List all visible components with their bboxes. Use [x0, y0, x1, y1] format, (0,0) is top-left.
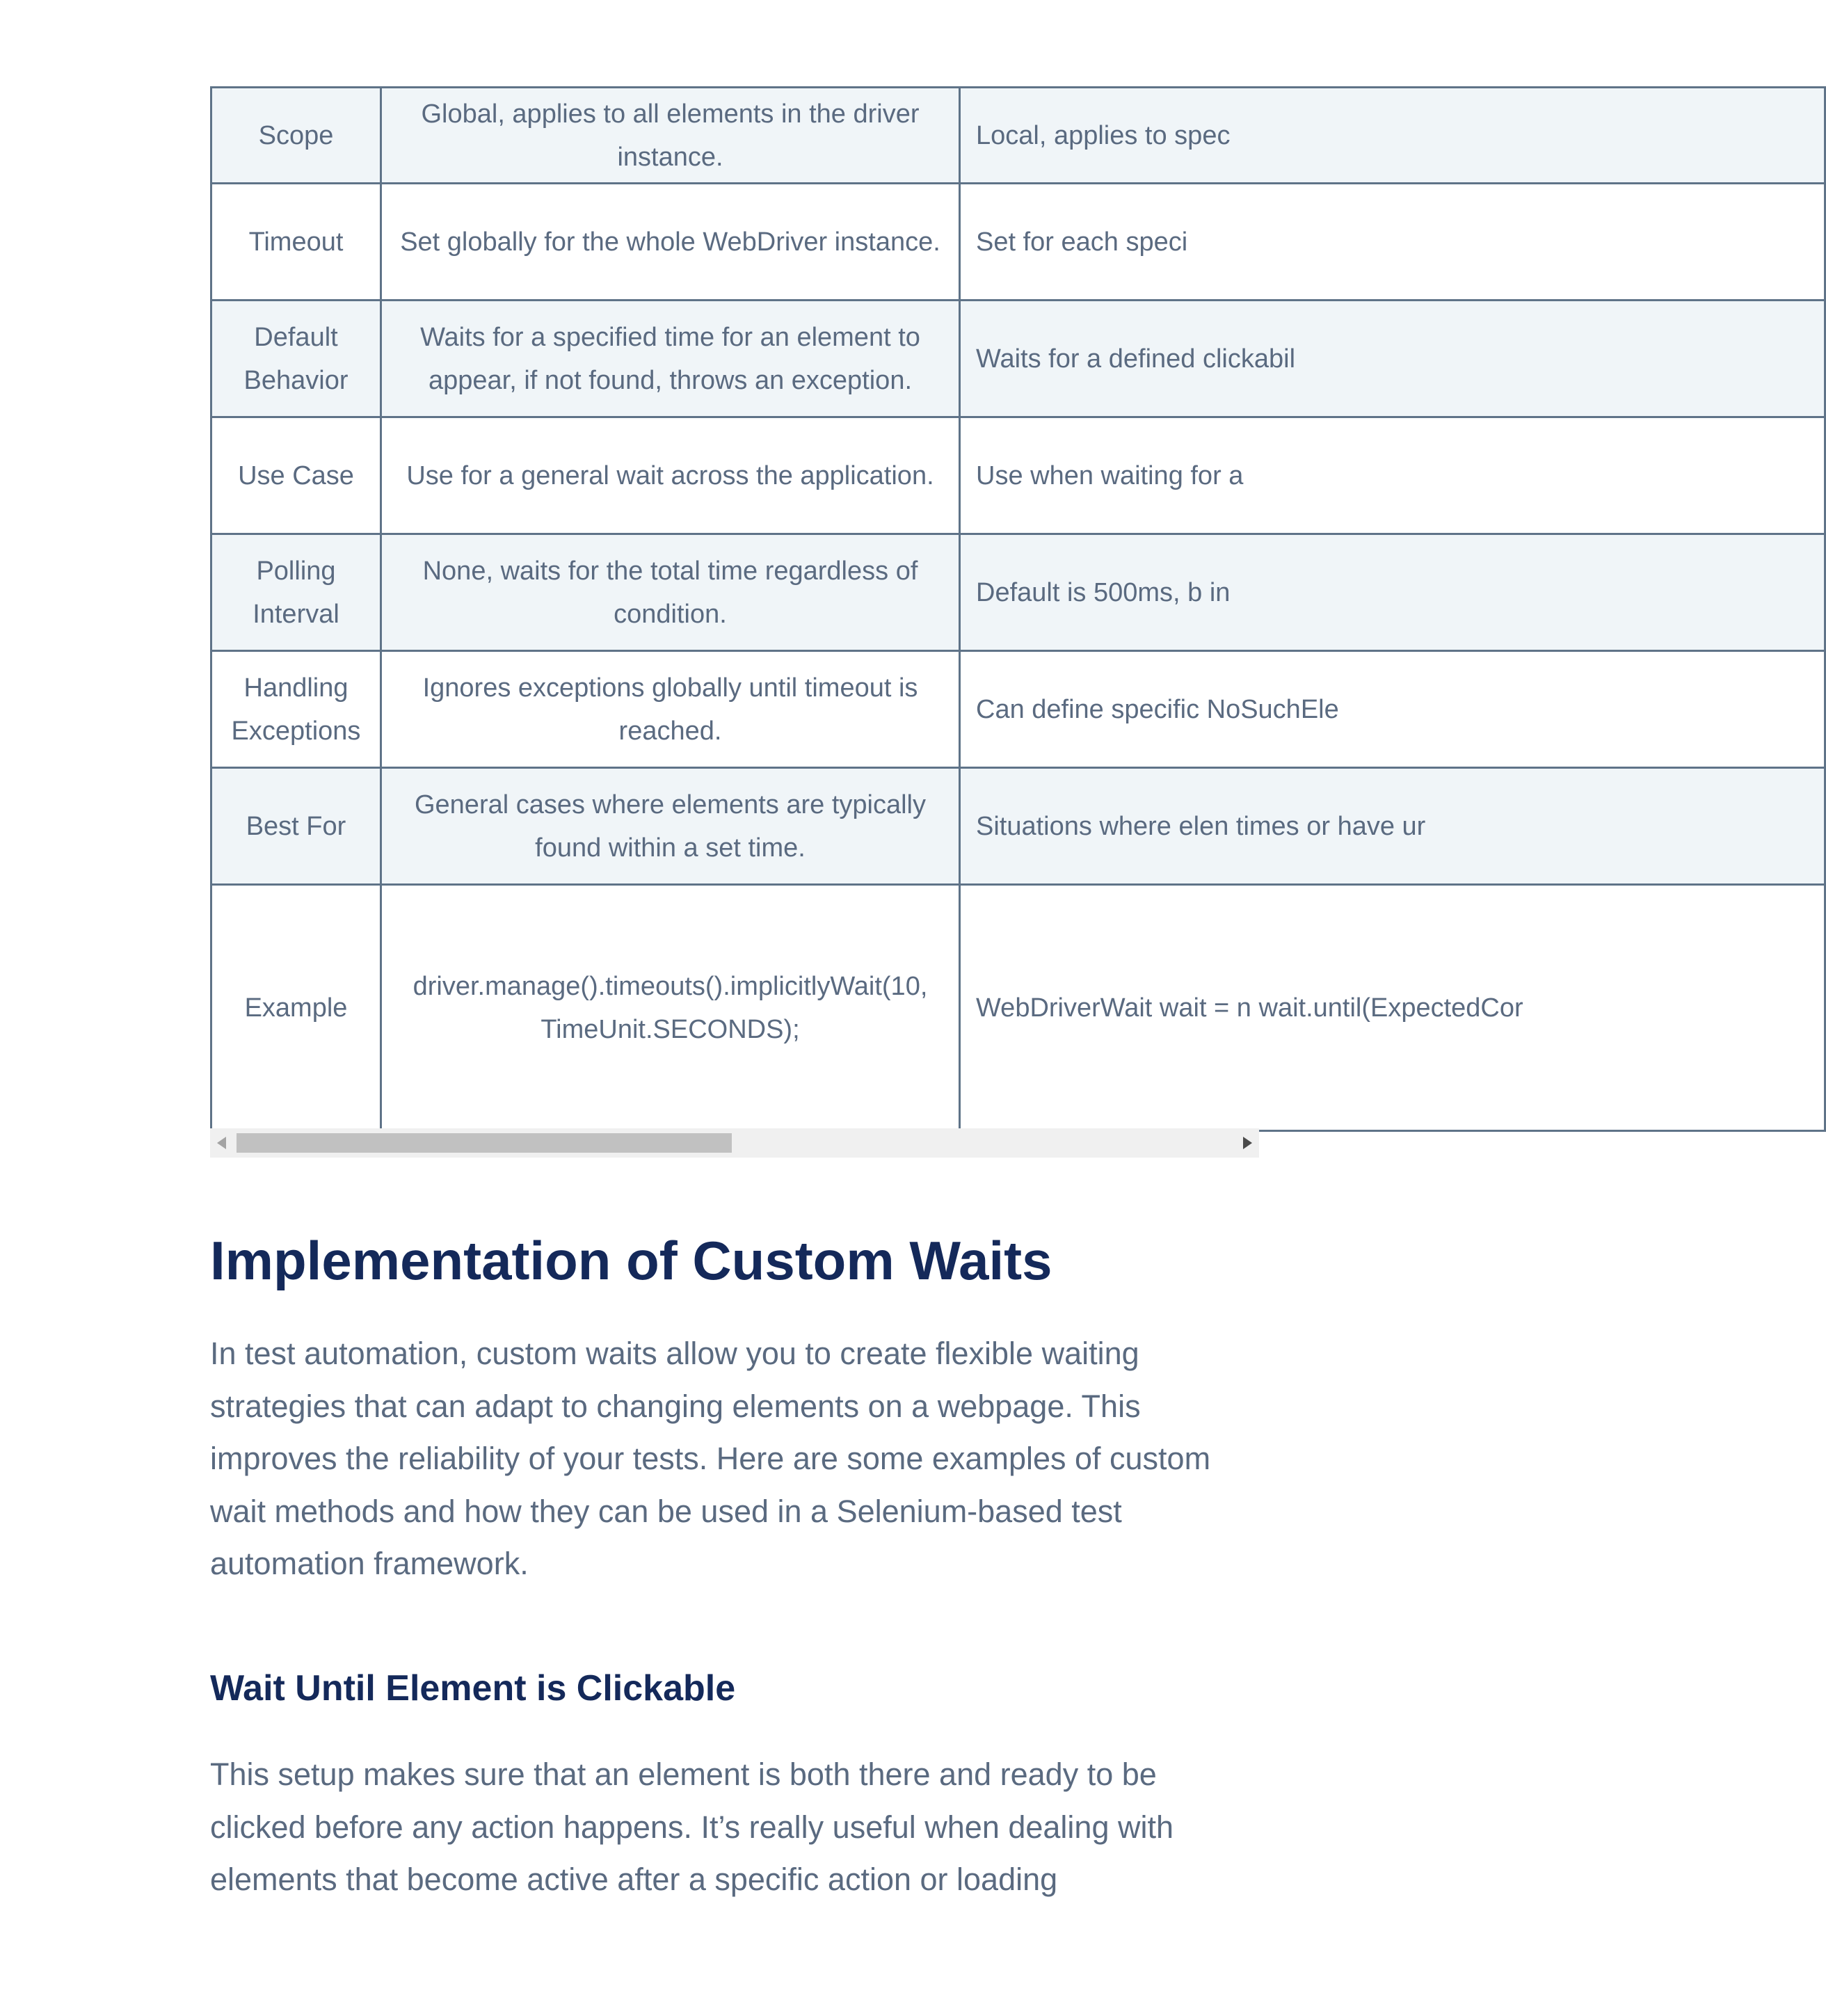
scroll-left-arrow-icon[interactable]	[217, 1137, 226, 1149]
feature-cell: Use Case	[211, 417, 381, 534]
implicit-wait-cell: General cases where elements are typically found within a set time.	[381, 768, 960, 885]
explicit-wait-cell: Situations where elen times or have ur	[960, 768, 1825, 885]
implicit-wait-cell: Waits for a specified time for an element to appear, if not found, throws an exception.	[381, 301, 960, 417]
table-row	[211, 88, 1825, 184]
implicit-wait-cell: Set globally for the whole WebDriver instance.	[381, 184, 960, 301]
implicit-wait-cell: Use for a general wait across the application.	[381, 417, 960, 534]
subsection-paragraph: This setup makes sure that an element is both there and ready to be clicked before any action happens. It’s really useful when dealing with elements that become active after a specific action or loading	[210, 1757, 1174, 1897]
table-row	[211, 768, 1825, 885]
implicit-wait-cell: None, waits for the total time regardless of condition.	[381, 534, 960, 651]
explicit-wait-cell: Can define specific NoSuchEle	[960, 651, 1825, 768]
waits-comparison-table	[210, 86, 1826, 1132]
explicit-wait-cell: Local, applies to spec	[960, 88, 1825, 184]
implicit-wait-code-cell: driver.manage().timeouts().implicitlyWait(10, TimeUnit.SECONDS);	[381, 885, 960, 1131]
explicit-wait-cell: Waits for a defined clickabil	[960, 301, 1825, 417]
feature-cell: Default Behavior	[211, 301, 381, 417]
horizontal-scrollbar[interactable]	[210, 1128, 1259, 1158]
feature-cell: Timeout	[211, 184, 381, 301]
explicit-wait-cell: Use when waiting for a	[960, 417, 1825, 534]
implicit-wait-cell: Global, applies to all elements in the driver instance.	[381, 88, 960, 184]
comparison-table-container	[210, 86, 1523, 1158]
table-row	[211, 184, 1825, 301]
feature-cell: Best For	[211, 768, 381, 885]
section-intro-paragraph: In test automation, custom waits allow you to create flexible waiting strategies that can adapt to changing elements on a webpage. This improves the reliability of your tests. Here are some examples of custom wait methods and how they can be used in a Selenium-based test automation framework.	[210, 1336, 1211, 1581]
table-row	[211, 534, 1825, 651]
feature-cell: Scope	[211, 88, 381, 184]
section-heading: Implementation of Custom Waits	[210, 1230, 1052, 1291]
table-row	[211, 301, 1825, 417]
explicit-wait-code-cell: WebDriverWait wait = n wait.until(ExpectedCor	[960, 885, 1825, 1131]
subsection-heading: Wait Until Element is Clickable	[210, 1668, 736, 1709]
feature-cell: Example	[211, 885, 381, 1131]
scroll-right-arrow-icon[interactable]	[1243, 1137, 1252, 1149]
table-scroll-viewport[interactable]	[210, 86, 1523, 1128]
explicit-wait-cell: Default is 500ms, b in	[960, 534, 1825, 651]
scrollbar-thumb[interactable]	[237, 1133, 732, 1153]
table-row	[211, 651, 1825, 768]
implicit-wait-cell: Ignores exceptions globally until timeout is reached.	[381, 651, 960, 768]
table-row	[211, 885, 1825, 1131]
explicit-wait-cell: Set for each speci	[960, 184, 1825, 301]
feature-cell: Polling Interval	[211, 534, 381, 651]
feature-cell: Handling Exceptions	[211, 651, 381, 768]
table-row	[211, 417, 1825, 534]
